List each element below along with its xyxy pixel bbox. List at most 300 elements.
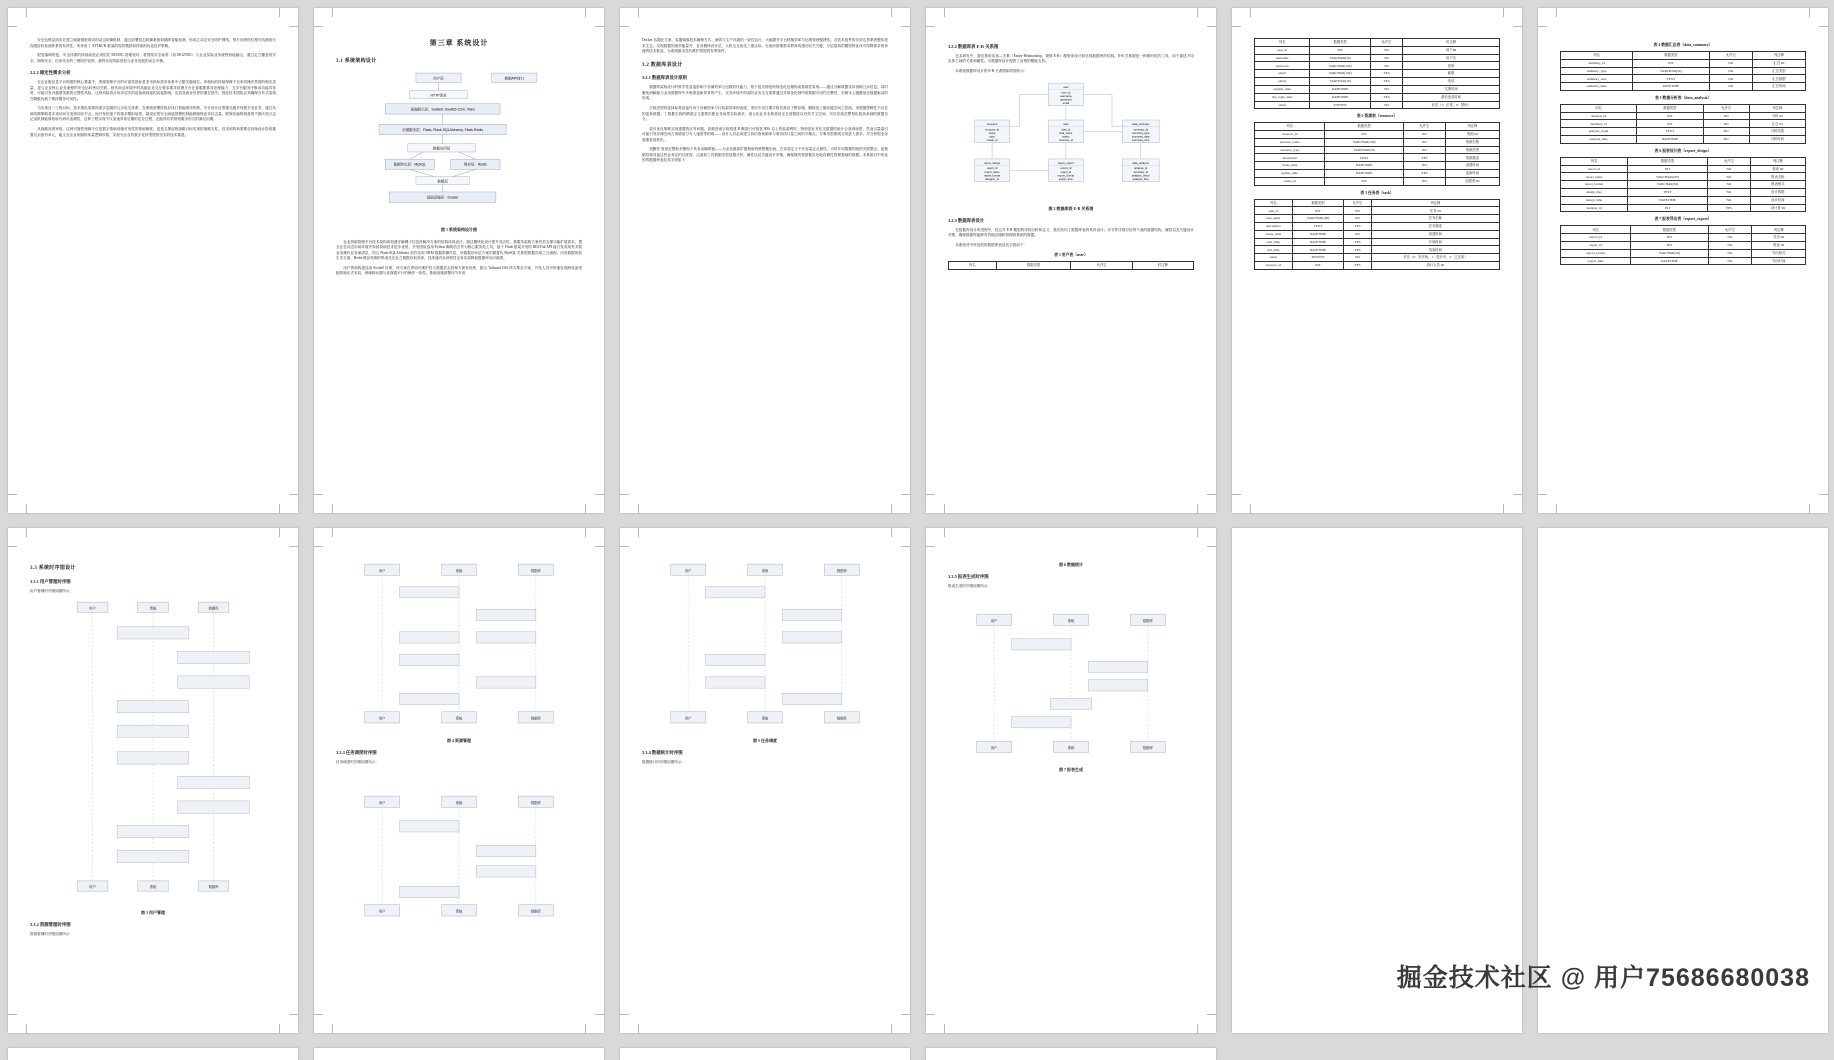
table-cell: 报表 ID (1750, 165, 1805, 173)
svg-text:report_id: report_id (986, 166, 998, 170)
table-row (1255, 93, 1500, 101)
table-cell: 资源类型 (1445, 146, 1499, 154)
svg-text:数据访问层: 数据访问层 (432, 146, 451, 151)
table-cell: 执行人员 ID (1371, 262, 1499, 270)
heading: 3.3.2 资源管理时序图 (30, 921, 71, 927)
table-cell: description (1255, 154, 1325, 162)
paragraph: 用户界面构建选用 Svelte5 体系，该方案在界面可维护性与数据状态管理方面有优势，配合 Tailwind CSS 样式集全方案，开发人员可快速实现跨设备适配的响应式布局，保障移动端与桌面端平行的操作一致性。基础设施部署环节采用 (336, 265, 582, 276)
table-cell: register_time (1255, 85, 1310, 93)
table-cell: 邮箱 (1403, 70, 1500, 78)
watermark: 掘金技术社区 @ 用户75686680038 (1396, 964, 1810, 992)
table-cell: summary_id (1561, 120, 1637, 128)
svg-text:resource_id: resource_id (985, 127, 1000, 131)
table-row (1255, 146, 1500, 154)
table-cell: 分析结果 (1749, 128, 1805, 136)
table-cell: VARCHAR(50) (1627, 181, 1707, 189)
sequence-diagram (642, 560, 888, 734)
table-row (1255, 85, 1500, 93)
paragraph: 本系统对中所及的的数据库表及其字段如下： (955, 242, 1028, 247)
table-cell: DATETIME (1325, 162, 1403, 170)
table-cell: INT (1631, 241, 1708, 249)
paragraph: 字段类型的选择标准直接作用于存储效率与行检索效率的表现，采用专用日期字段代准存于整存储，删除范上缩存键空间之控值，采数据逻辑性不存在的更新数据，工数据字段的精度定义需要匹配业务场景实际需求，诸元化业务名称需设定长度限度以有效节文空间，对应存款页整型化数其承载的数据含义。 (642, 105, 888, 122)
svg-text:系统: 系统 (1067, 745, 1075, 750)
table-cell: YES (1344, 223, 1372, 231)
svg-text:task: task (1063, 122, 1069, 126)
sequence-diagram (336, 560, 582, 734)
svg-text:前端展示层：Svelte5, Svelte5-CSS, Vi: 前端展示层：Svelte5, Svelte5-CSS, Vite3 (410, 106, 475, 111)
heading: 3.2.1 数据库表设计原则 (642, 75, 688, 81)
table-cell: INT (1627, 165, 1707, 173)
table-cell: NO (1403, 138, 1445, 146)
table-cell: user_id (1255, 46, 1310, 54)
svg-text:系统: 系统 (455, 909, 463, 914)
table-cell: YES (1370, 70, 1402, 78)
paragraph: 索引优化策略实现建置的应对问题，高频查询字段构建 B 樹索引可明显 90% 以上的检索利时，特别是针对在交数据的统计合查询场景，然而过量索引可能引发存储空间占用增加与写入速度等的难——设计人员必须建立持估查询频率与事务执行量之间的平衡点。对事务型系统交易进入需求，对分析型业务需重查高度化。 (642, 126, 888, 142)
table-cell: INT (1325, 177, 1403, 185)
svg-text:数据库: 数据库 (1142, 618, 1153, 623)
table-row (1255, 230, 1500, 238)
table-cell: 创建时间 (1445, 162, 1499, 170)
table-header: 允许空 (1708, 157, 1751, 165)
table-row (1561, 83, 1806, 91)
table-cell: 用户ID (1403, 46, 1500, 54)
table-header: 数据类型 (1310, 39, 1370, 47)
table-cell: INT (1627, 204, 1707, 212)
table-row (1255, 154, 1500, 162)
table-row (1561, 234, 1806, 242)
table-cell: NO (1709, 67, 1752, 75)
table-cell: 导出 ID (1752, 234, 1806, 242)
table-cell: summary_type (1561, 67, 1633, 75)
svg-text:analysis_result: analysis_result (1131, 173, 1150, 177)
document-page[interactable] (314, 1048, 604, 1060)
table-cell: task_name (1255, 215, 1293, 223)
table-cell: 分析 ID (1749, 112, 1805, 120)
svg-text:系统: 系统 (149, 885, 157, 890)
svg-text:report_format: report_format (984, 173, 1001, 177)
table-cell: NO (1370, 46, 1402, 54)
svg-text:用户: 用户 (990, 618, 998, 623)
svg-text:status: status (1062, 134, 1070, 138)
table-cell: YES (1370, 93, 1402, 101)
report-design-table (1560, 157, 1806, 213)
table-cell: TEXT (1633, 75, 1709, 83)
report-export-table (1560, 225, 1806, 265)
table-header: 列名 (949, 262, 997, 270)
table-row (1561, 136, 1806, 144)
table-row (1255, 46, 1500, 54)
table-cell: YES (1403, 154, 1445, 162)
heading: 3.3.1 用户管理时序图 (30, 578, 71, 584)
table-cell: report_format (1561, 181, 1628, 189)
document-page[interactable] (8, 8, 298, 513)
table-cell: analysis_id (1561, 112, 1637, 120)
svg-text:系统: 系统 (455, 800, 463, 805)
table-cell: NO (1708, 189, 1751, 197)
table-header-row (1255, 123, 1500, 131)
table-header: 列注释 (1752, 51, 1805, 59)
svg-text:用户: 用户 (89, 606, 96, 611)
table-cell: YES (1370, 78, 1402, 86)
table-cell: 设计时间 (1750, 196, 1805, 204)
table-row (1255, 70, 1500, 78)
table-cell: NO (1708, 173, 1751, 181)
table-cell: DATETIME (1310, 85, 1370, 93)
svg-text:基础设施层：Docker: 基础设施层：Docker (426, 195, 459, 200)
table-header: 允许空 (1403, 123, 1445, 131)
svg-text:analysis_time: analysis_time (1132, 177, 1149, 181)
table-header: 列名 (1561, 226, 1631, 234)
table-cell: 分析时间 (1749, 136, 1805, 144)
table-cell: VARCHAR(50) (1325, 146, 1403, 154)
table-cell: VARCHAR(100) (1325, 138, 1403, 146)
svg-text:task_name: task_name (1059, 131, 1073, 135)
svg-text:数据库: 数据库 (530, 909, 541, 914)
table-row (1561, 120, 1806, 128)
table-cell: update_time (1255, 170, 1325, 178)
paragraph: 在数据库设计的进程中，经过对 E-R 模型的详细分析和定义，我们转向了数据库表的具体设计。本节件详细讨论每个表的数据结构、属性以及关键设计决策，确保数据库能够有效地存储和管理被系统的数据。 (948, 227, 1194, 238)
heading: 3.3.3 任务调度时序图 (336, 750, 377, 756)
paragraph: 数据库架构设计的科学性直接影响于存储效率与运维效代能力，基于范式理论的规范化处理构成基础性原则——通过分解数据实体消除冗余信息，同时避免消解能力业务数据库中多维度更新异常的产生，实务环境中的高阶业务交互需要通过对原优化制约的数据引用约完整性，长降本土越避低企数据驱动的形成。 (642, 85, 888, 101)
document-page[interactable] (314, 8, 604, 513)
table-cell: INT (1292, 207, 1344, 215)
svg-text:name: name (988, 131, 996, 135)
svg-text:系统: 系统 (761, 568, 769, 573)
table-row (1255, 238, 1500, 246)
svg-text:用户层: 用户层 (433, 76, 444, 81)
table-cell: email (1255, 70, 1310, 78)
document-page[interactable] (620, 1048, 910, 1060)
svg-text:report_export: report_export (1057, 161, 1074, 165)
table-header: 列名 (1255, 199, 1293, 207)
table-row (1255, 131, 1500, 139)
document-page[interactable] (1232, 8, 1522, 513)
heading: 3.3.4 数据统计时序图 (642, 750, 683, 756)
table-header-row (1561, 104, 1806, 112)
table-row (1561, 128, 1806, 136)
svg-text:user_id: user_id (1061, 90, 1071, 94)
paragraph: 安全运维层面应应建立威胁情报联动的动态防御机制，通过部署拟态防御系统和插阵智能检测，形成立动态安全防护网络。每片旧研的红观可抗测的行攻级检验检测体系的有效性，所采用了 ATT&CK 框架的攻防模拟和持续的优化检护策略。 (30, 38, 276, 48)
table-cell: NO (1344, 207, 1372, 215)
svg-text:数据库: 数据库 (530, 716, 541, 721)
svg-text:数据持久层：MySQL: 数据持久层：MySQL (393, 162, 426, 167)
svg-text:数据API接口: 数据API接口 (504, 76, 525, 81)
table-cell: create_time (1255, 230, 1293, 238)
paragraph: 在本研发中，我们系用实体—关系（Entity-Relationship，简称 E-R）模型来设计和呈现数据库的结构。E-R 关系图是一种图形化的工具，用于描述不同实体之间的关系和属性。为数据库设计提供了直观的模能支持。 (948, 53, 1194, 64)
table-cell: TEXT (1325, 154, 1403, 162)
table-cell: NO (1708, 257, 1752, 265)
table-cell: TEXT (1292, 223, 1344, 231)
table-header: 列注释 (1445, 123, 1499, 131)
figure-caption: 图 5 任务调度 (753, 738, 777, 744)
page-body (642, 38, 888, 495)
svg-text:data_analysis: data_analysis (1132, 161, 1149, 165)
table-cell: NO (1370, 101, 1402, 109)
table-cell: 导出格式 (1752, 249, 1806, 257)
table-row (1561, 112, 1806, 120)
figure-caption: 图 6 数据统计 (1059, 562, 1083, 567)
table-cell: 注册时间 (1403, 85, 1500, 93)
table-cell: create_time (1255, 162, 1325, 170)
table-cell: resource_name (1255, 138, 1325, 146)
paragraph: 本系统数据库设计的 E-R 关系图如附图所示： (955, 68, 1028, 73)
resource-table (1254, 122, 1500, 186)
table-row (1561, 249, 1806, 257)
document-page[interactable] (926, 8, 1216, 513)
table-cell: 汇总 ID (1749, 120, 1805, 128)
table-cell: NO (1370, 54, 1402, 62)
document-page[interactable] (620, 528, 910, 1033)
table-cell: start_time (1255, 238, 1293, 246)
paragraph: 数据统计时序图如图所示： (642, 760, 686, 765)
table-row (1561, 181, 1806, 189)
architecture-diagram (336, 70, 582, 224)
page-body (1254, 38, 1500, 495)
table-header: 允许空 (1370, 39, 1402, 47)
table-cell: DATETIME (1631, 257, 1708, 265)
table-cell: TEXT (1627, 189, 1707, 197)
table-cell: NO (1703, 128, 1749, 136)
table-row (1561, 59, 1806, 67)
table-cell: NO (1703, 136, 1749, 144)
table-cell: resource_id (1255, 262, 1293, 270)
table-cell: 报表名称 (1750, 173, 1805, 181)
er-diagram (948, 79, 1194, 202)
table-row (1561, 196, 1806, 204)
table-cell: DATETIME (1292, 238, 1344, 246)
svg-text:summary_time: summary_time (1131, 138, 1150, 142)
table-cell: summary_id (1561, 59, 1633, 67)
table-row (1255, 62, 1500, 70)
table-cell: 最后登录时间 (1403, 93, 1500, 101)
table-cell: NO (1708, 165, 1751, 173)
heading: 3.2.3 数据库表设计 (948, 217, 985, 223)
table-caption: 表 3 任务表（task） (1360, 190, 1394, 195)
table-header: 数据类型 (1637, 104, 1703, 112)
table-cell: INT (1637, 112, 1703, 120)
table-cell: NO (1709, 59, 1752, 67)
page-body (948, 38, 1194, 495)
table-cell: export_id (1561, 234, 1631, 242)
svg-text:analysis_id: analysis_id (1134, 166, 1148, 170)
svg-text:用户: 用户 (378, 568, 386, 573)
table-cell: DATETIME (1325, 170, 1403, 178)
table-cell: DATETIME (1627, 196, 1707, 204)
svg-text:create_id: create_id (986, 138, 998, 142)
svg-text:后端服务层：Flask, Flask-SQLAlchemy,: 后端服务层：Flask, Flask-SQLAlchemy, Flask-Redis (402, 127, 483, 132)
table-header: 列名 (1561, 104, 1637, 112)
svg-text:resource: resource (986, 122, 998, 126)
table-cell: 结束时间 (1371, 246, 1499, 254)
table-row (1561, 257, 1806, 265)
table-cell: status (1255, 101, 1310, 109)
table-cell: NO (1703, 112, 1749, 120)
svg-text:summary_id: summary_id (1133, 127, 1148, 131)
heading: 3.2 数据库表设计 (642, 62, 683, 68)
table-header: 列名 (1255, 123, 1325, 131)
svg-text:export_time: export_time (1058, 177, 1073, 181)
table-cell: NO (1403, 131, 1445, 139)
svg-text:系统: 系统 (149, 606, 157, 611)
table-header: 列名 (1255, 39, 1310, 47)
table-header-row (1255, 199, 1500, 207)
table-cell: 导出时间 (1752, 257, 1806, 265)
table-header-row (1561, 226, 1806, 234)
svg-text:用户: 用户 (378, 800, 386, 805)
paragraph: 为实现这一工程目标，技术团队需要构建多层级的冗余容灾体系，在系统部署阶段应执行智能缓冲机制，平台设计应着重光避多线程平发业务，通过负载均衡策略将多项访问分发到同应节点，而开发依靠下的需求模拟场景，超设定的安全阀值预警机制能够缩保业异状态量，联保化编程规是的不期火规日志记录机制能够获取代码可追溯性，这种工程实现不仅加速异常后期的定位过程，还能得有效规划服务形式的满足用期。 (30, 106, 276, 122)
document-page[interactable] (8, 1048, 298, 1060)
table-header: 允许空 (1703, 104, 1749, 112)
figure-caption: 图 3 用户管理 (141, 909, 165, 915)
svg-text:report_design: report_design (983, 161, 1001, 165)
table-cell: NO (1708, 181, 1751, 189)
svg-text:数据库: 数据库 (530, 568, 541, 573)
table-cell: NO (1344, 230, 1372, 238)
table-caption: 表 6 报表设计表（report_design） (1654, 148, 1712, 153)
table-cell: NO (1370, 62, 1402, 70)
table-cell: 报表 ID (1752, 241, 1806, 249)
document-page[interactable] (314, 528, 604, 1033)
table-header: 允许空 (1709, 51, 1752, 59)
svg-text:designer_id: designer_id (985, 177, 999, 181)
svg-text:summary_data: summary_data (1131, 134, 1150, 138)
data-summary-table (1560, 51, 1806, 91)
table-cell: NO (1344, 215, 1372, 223)
table-cell: TEXT (1637, 128, 1703, 136)
table-cell: YES (1344, 246, 1372, 254)
document-page[interactable] (926, 528, 1216, 1033)
table-header: 数据类型 (1631, 226, 1708, 234)
table-cell: 任务 ID (1371, 207, 1499, 215)
data-table (948, 261, 1194, 270)
document-page[interactable] (8, 528, 298, 1033)
table-row (1561, 165, 1806, 173)
table-row (1561, 173, 1806, 181)
svg-text:username: username (1059, 94, 1072, 98)
table-row (1255, 215, 1500, 223)
table-cell: 设计者 ID (1750, 204, 1805, 212)
table-header: 允许空 (1708, 226, 1752, 234)
table-cell: NO (1708, 241, 1752, 249)
table-caption: 表 2 资源表（resource） (1356, 114, 1398, 119)
table-header: 时注释 (1403, 39, 1500, 47)
table-cell: 密码 (1403, 62, 1500, 70)
paragraph: 用户管理时序图如图所示： (30, 588, 74, 593)
sequence-diagram (336, 792, 582, 925)
table-row (1255, 223, 1500, 231)
svg-text:summary_id: summary_id (1133, 170, 1148, 174)
table-cell: 报表格式 (1750, 181, 1805, 189)
table-header: 数据类型 (1292, 199, 1344, 207)
table-cell: INT (1310, 46, 1370, 54)
svg-text:数据库: 数据库 (208, 606, 219, 611)
table-cell: NO (1708, 196, 1751, 204)
table-row (1255, 246, 1500, 254)
table-cell: create_id (1255, 177, 1325, 185)
document-page[interactable] (620, 8, 910, 513)
table-cell: NO (1708, 234, 1752, 242)
table-cell: 任务描述 (1371, 223, 1499, 231)
table-row (1561, 204, 1806, 212)
document-page[interactable] (1538, 8, 1828, 513)
table-cell: VARCHAR(100) (1292, 215, 1344, 223)
svg-text:数据库: 数据库 (530, 800, 541, 805)
table-cell: DATETIME (1292, 230, 1344, 238)
svg-text:系统: 系统 (1067, 618, 1075, 623)
table-cell: password (1255, 62, 1310, 70)
table-cell: 状态（0：未开始，1：进行中，2：已完成） (1371, 254, 1499, 262)
table-cell: last_login_time (1255, 93, 1310, 101)
svg-text:report_id: report_id (1060, 170, 1072, 174)
svg-text:数据库: 数据库 (836, 568, 847, 573)
svg-text:用户: 用户 (378, 909, 386, 914)
svg-text:HTTP请求: HTTP请求 (430, 93, 447, 98)
table-cell: 开始时间 (1371, 238, 1499, 246)
table-cell: DATETIME (1310, 93, 1370, 101)
figure-caption: 图 1 系统架构设计图 (441, 227, 477, 233)
table-row (1561, 67, 1806, 75)
table-caption: 表 4 数据汇总表（data_summary） (1653, 43, 1713, 47)
paragraph: Docker 容器化方案，容器镜像技术确保方式、测试与生产环境的一致性运行，大幅提升平台移植效率与运维管理便捷性。各技术组件的功效边界系统整体技术生态，实现数据的流效能量升，业务模块设计层，人机交互优化三重目标。当组织管理需求教育的建议收关关键，分层架构的模型特征设可得降需求的该流的技术框架，为系统版本迭代维护供提供有利条件。 (642, 38, 888, 54)
table-row (1255, 162, 1500, 170)
table-cell: VARCHAR(100) (1627, 173, 1707, 181)
svg-text:summary_type: summary_type (1131, 131, 1150, 135)
table-cell: VARCHAR(50) (1631, 249, 1708, 257)
table-cell: 资源描述 (1445, 154, 1499, 162)
table-cell: resource_id (1255, 131, 1325, 139)
table-header: 数据类型 (1633, 51, 1709, 59)
table-cell: YES (1708, 204, 1751, 212)
document-page[interactable] (926, 1048, 1216, 1060)
table-row (1255, 262, 1500, 270)
table-cell: summary_time (1561, 83, 1633, 91)
table-cell: YES (1344, 238, 1372, 246)
table-cell: description (1255, 223, 1293, 231)
table-cell: 设计数据 (1750, 189, 1805, 197)
paragraph: 报表生成时序图如图所示： (948, 584, 992, 589)
table-cell: INT (1633, 59, 1709, 67)
table-cell: VARCHAR(100) (1310, 62, 1370, 70)
table-header: 列注释 (1752, 226, 1806, 234)
table-header: 列注释 (1371, 199, 1499, 207)
table-row (1255, 78, 1500, 86)
table-cell: INT (1631, 234, 1708, 242)
table-cell: 资源 ID (1445, 131, 1499, 139)
svg-text:数据库: 数据库 (1142, 745, 1153, 750)
heading: 3.2.2 数据库表 E-R 关系图 (948, 44, 999, 49)
table-cell: resource_type (1255, 146, 1325, 154)
table-row (1255, 254, 1500, 262)
svg-text:用户: 用户 (89, 885, 96, 890)
table-cell: INT (1325, 131, 1403, 139)
table-header: 允许空 (1344, 199, 1372, 207)
table-cell: task_id (1255, 207, 1293, 215)
table-cell: NO (1370, 85, 1402, 93)
table-header-row (1255, 39, 1500, 47)
page-body (30, 38, 276, 495)
table-cell: 汇总 ID (1752, 59, 1805, 67)
table-cell: status (1255, 254, 1293, 262)
sequence-diagram (30, 598, 276, 906)
table-cell: NO (1709, 75, 1752, 83)
table-cell: 创建时间 (1371, 230, 1499, 238)
table-caption: 表 7 报表导出表（report_export） (1654, 217, 1712, 222)
svg-text:系统: 系统 (761, 716, 769, 721)
data-analysis-table (1560, 104, 1806, 144)
table-cell: phone (1255, 78, 1310, 86)
table-header: 列名 (1561, 51, 1633, 59)
svg-text:export_format: export_format (1057, 173, 1075, 177)
